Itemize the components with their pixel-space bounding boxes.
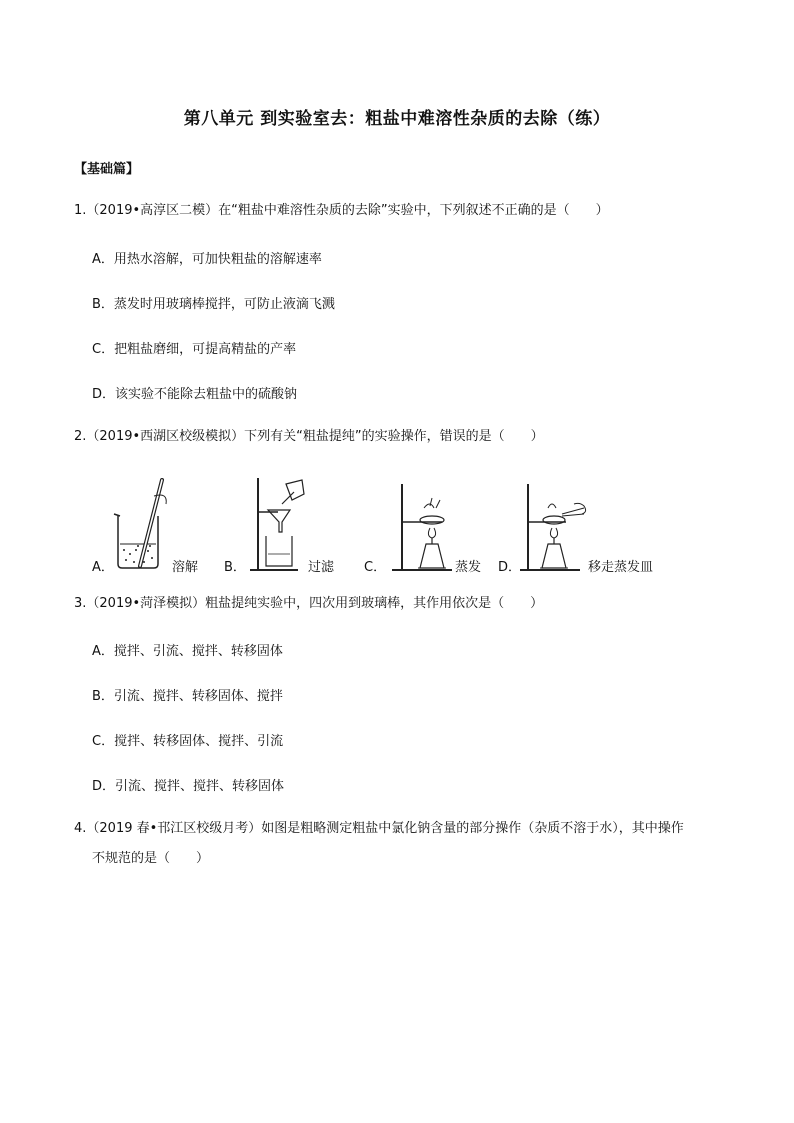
question-1-option-b: B．蒸发时用玻璃棒搅拌，可防止液滴飞溅: [92, 297, 335, 312]
figure-a-letter: A．: [92, 560, 114, 575]
question-4-stem-line1: 4.（2019 春•邗江区校级月考）如图是粗略测定粗盐中氯化钠含量的部分操作（杂质不溶于水），其中操作: [74, 821, 684, 836]
figure-c-letter: C．: [364, 560, 387, 575]
question-2-stem: 2.（2019•西湖区校级模拟）下列有关“粗盐提纯”的实验操作，错误的是（ ）: [74, 429, 544, 444]
question-1-option-a: A．用热水溶解，可加快粗盐的溶解速率: [92, 252, 322, 267]
question-1-option-d: D．该实验不能除去粗盐中的硫酸钠: [92, 387, 298, 402]
figure-dissolve: [110, 476, 170, 571]
figure-d-letter: D．: [498, 560, 522, 575]
figure-d-caption: 移走蒸发皿: [588, 560, 654, 575]
figure-b-caption: 过滤: [308, 560, 335, 575]
question-3-option-a: A．搅拌、引流、搅拌、转移固体: [92, 644, 283, 659]
figure-remove-dish: [518, 478, 590, 574]
page-title: 第八单元 到实验室去：粗盐中难溶性杂质的去除（练）: [183, 109, 611, 129]
question-3-option-c: C．搅拌、转移固体、搅拌、引流: [92, 734, 284, 749]
question-3-option-d: D．引流、搅拌、搅拌、转移固体: [92, 779, 285, 794]
figure-c-caption: 蒸发: [455, 560, 482, 575]
question-1-option-c: C．把粗盐磨细，可提高精盐的产率: [92, 342, 297, 357]
question-1-stem: 1.（2019•高淳区二模）在“粗盐中难溶性杂质的去除”实验中，下列叙述不正确的是（ ）: [74, 203, 609, 218]
figure-evaporate: [390, 478, 460, 574]
section-heading: 【基础篇】: [74, 162, 140, 177]
figure-a-caption: 溶解: [172, 560, 199, 575]
question-3-option-b: B．引流、搅拌、转移固体、搅拌: [92, 689, 283, 704]
figure-filter: [242, 470, 312, 574]
question-4-stem-line2: 不规范的是（ ）: [92, 851, 210, 866]
question-3-stem: 3.（2019•菏泽模拟）粗盐提纯实验中，四次用到玻璃棒，其作用依次是（ ）: [74, 596, 544, 611]
figure-b-letter: B．: [224, 560, 246, 575]
